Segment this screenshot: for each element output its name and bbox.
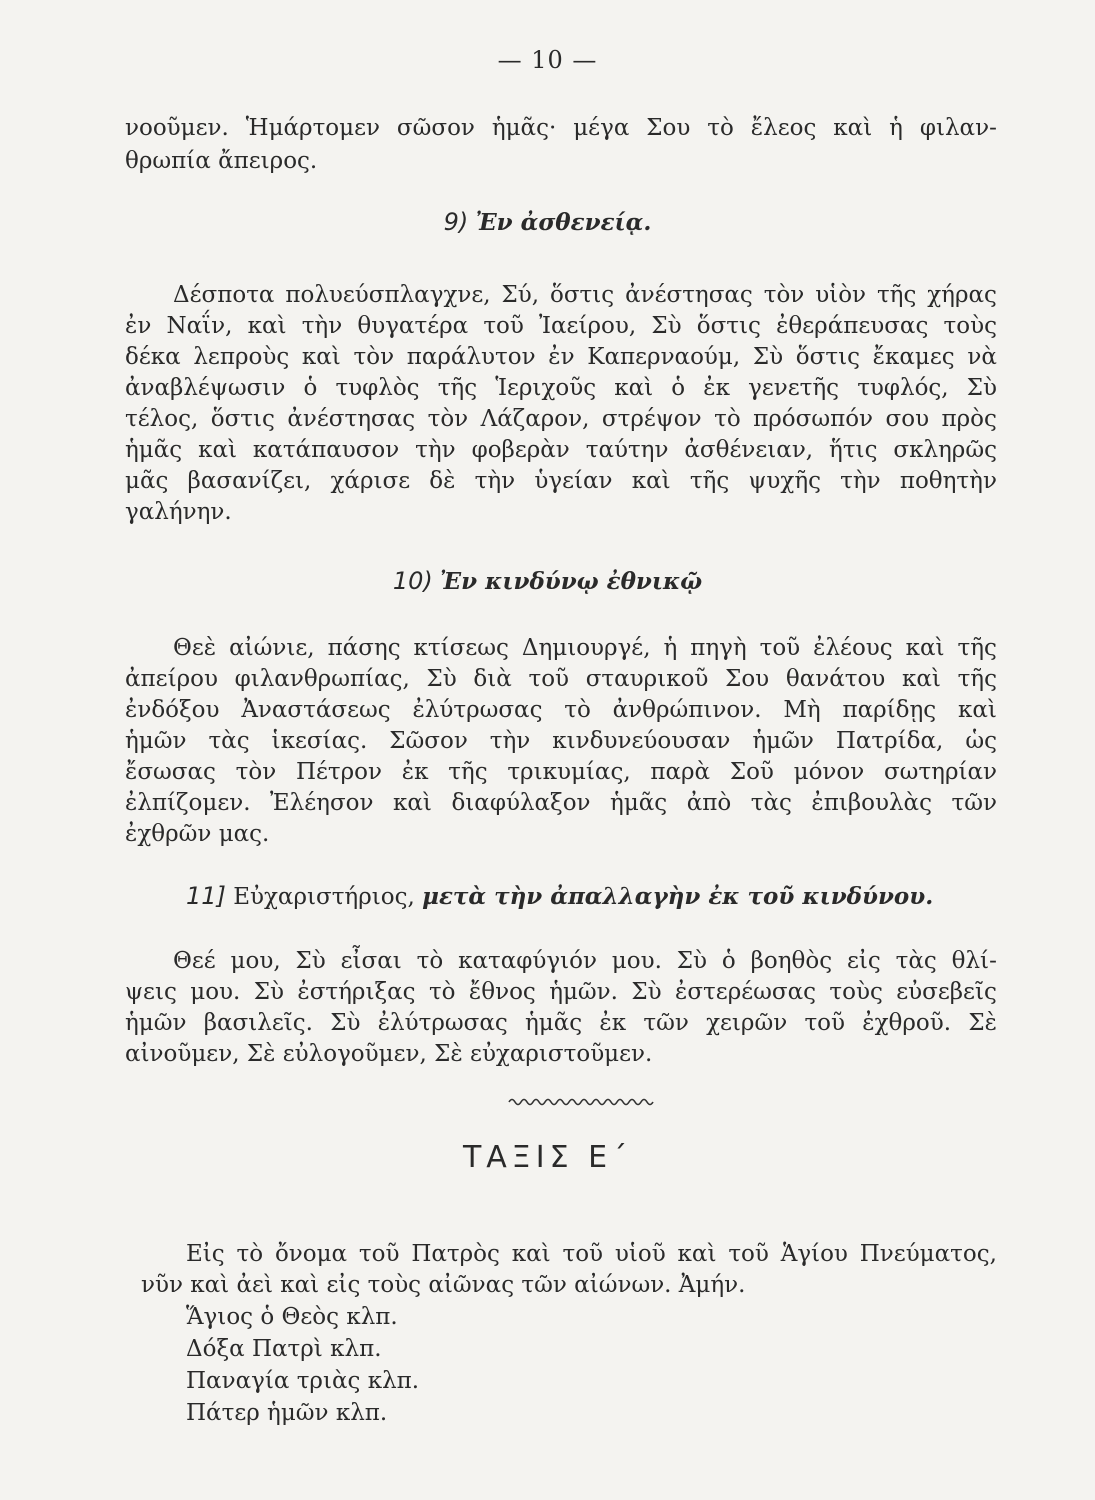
word: ταύτην [585, 437, 669, 463]
word: εἶσαι [340, 948, 402, 974]
word: καὶ [392, 790, 432, 816]
word: ὅστις [210, 406, 275, 432]
text-line [125, 408, 997, 431]
word: καταφύγιόν [458, 948, 597, 974]
word: Ἀναστάσεως [241, 697, 391, 723]
word: ἐλέους [813, 635, 893, 661]
word: σου [885, 406, 930, 432]
word: χειρῶν [706, 1010, 788, 1036]
word: Σὺ [676, 948, 707, 974]
word: σωτηρίαν [883, 759, 997, 785]
word: βασιλεῖς. [203, 1010, 313, 1036]
word: ὄνομα [274, 1241, 348, 1267]
word: τὸ [236, 1241, 264, 1267]
word: Σοῦ [729, 759, 774, 785]
word: τὸ [714, 406, 741, 432]
text-line [125, 699, 997, 722]
word: χήρας [927, 282, 997, 308]
text-line: θρωπία ἄπειρος. [125, 148, 318, 174]
word: τέλος, [125, 406, 199, 432]
word: καὶ [905, 635, 945, 661]
word: ἀπείρου [125, 666, 218, 692]
text-line [125, 1012, 997, 1035]
section-number: 10) [392, 567, 433, 595]
word: κινδυνεύουσαν [552, 728, 731, 754]
word: μου, [230, 948, 281, 974]
word: ὅστις [696, 313, 761, 339]
word: παρίδῃς [842, 697, 937, 723]
word: τῶν [951, 790, 997, 816]
word: ἡ [663, 635, 678, 661]
text-line [125, 761, 997, 784]
word: Εἰς [186, 1241, 225, 1267]
word: καὶ [833, 115, 873, 141]
word: τῆς [437, 375, 478, 401]
word: ἐκ [599, 1010, 627, 1036]
word: τοῦ [528, 666, 570, 692]
word: παρὰ [650, 759, 711, 785]
word: τὴν [415, 437, 456, 463]
word: ψυχῆς [748, 468, 821, 494]
section-number: 11] [186, 882, 226, 910]
word: ὅστις [549, 282, 615, 308]
text-line [173, 637, 997, 660]
word: δὲ [429, 468, 456, 494]
word: τὸν [427, 406, 469, 432]
text-line [125, 346, 997, 369]
text-line: γαλήνην. [125, 499, 232, 525]
word: τοῦ [804, 1010, 846, 1036]
word: ἡμῶν. [549, 979, 618, 1005]
word: τῆς [448, 759, 488, 785]
word: μᾶς [125, 468, 169, 494]
text-line [125, 981, 997, 1004]
word: ἀναβλέψωσιν [125, 375, 286, 401]
word: Ναΐν, [166, 313, 233, 339]
word: Ἁγίου [780, 1241, 848, 1267]
word: ἐκ [703, 375, 730, 401]
word: Ἐλέησον [270, 790, 374, 816]
word: τὸ [428, 979, 456, 1005]
word: σταυρικοῦ [585, 666, 709, 692]
word: ἐλπίζομεν. [125, 790, 251, 816]
text-line [125, 377, 997, 400]
word: τῆς [957, 635, 997, 661]
word: Λάζαρον, [480, 406, 590, 432]
word: βασανίζει, [187, 468, 312, 494]
word: τῆς [689, 468, 730, 494]
word: υἱὸν [815, 282, 867, 308]
word: καὶ [511, 1241, 551, 1267]
word: Θεὲ [173, 635, 217, 661]
word: ἔκαμες [872, 344, 955, 370]
word: ἡμῶν [125, 1010, 187, 1036]
word: ἐν [548, 344, 575, 370]
text-line [173, 284, 997, 307]
text-line: Παναγία τριὰς κλπ. [186, 1368, 420, 1394]
word: ἡμᾶς [610, 790, 668, 816]
text-line [125, 792, 997, 815]
word: Σου [646, 115, 691, 141]
word: τὴν [301, 313, 343, 339]
word: Πατρὸς [411, 1241, 500, 1267]
text-line [125, 439, 997, 462]
word: φιλαν- [919, 115, 997, 141]
taxis-title: ΤΑΞΙΣ Ε΄ [462, 1140, 633, 1175]
word: ὑγείαν [534, 468, 613, 494]
word: Ἰαείρου, [539, 313, 637, 339]
word: θλί- [951, 948, 997, 974]
word: φοβερὰν [471, 437, 570, 463]
word: ἐθεράπευσας [776, 313, 929, 339]
word: ἡμῶν [752, 728, 814, 754]
word: τοῦ [562, 1241, 604, 1267]
text-line [125, 730, 997, 753]
text-line [125, 117, 997, 140]
word: ὁ [671, 375, 686, 401]
word: τὴν [840, 468, 881, 494]
word: τοῦ [483, 313, 524, 339]
text-line: αἰνοῦμεν, Σὲ εὐλογοῦμεν, Σὲ εὐχαριστοῦμεν. [125, 1041, 653, 1067]
word: ἔλεος [750, 115, 817, 141]
word: ἐστήριξας [297, 979, 416, 1005]
word: ὡς [965, 728, 997, 754]
word: ἐλύτρωσας [412, 697, 543, 723]
word: ὅστις [795, 344, 860, 370]
word: θανάτου [785, 666, 886, 692]
word: ἡμᾶς· [491, 115, 557, 141]
word: Σὺ [253, 979, 284, 1005]
word: χάρισε [330, 468, 411, 494]
word: μου. [611, 948, 662, 974]
word: Δημιουργέ, [521, 635, 651, 661]
word: Πέτρον [295, 759, 383, 785]
word: Πνεύματος, [859, 1241, 997, 1267]
word: Σὺ [966, 375, 997, 401]
word: τὰς [208, 728, 250, 754]
word: ἀνθρώπινον. [612, 697, 762, 723]
word: τὰς [895, 948, 937, 974]
word: Σὺ [330, 1010, 361, 1036]
word: στρέψον [601, 406, 702, 432]
word: τὰς [750, 790, 792, 816]
word: ἐλύτρωσας [377, 1010, 508, 1036]
word: υἱοῦ [614, 1241, 666, 1267]
word: φιλανθρωπίας, [234, 666, 410, 692]
text-line [125, 668, 997, 691]
word: καὶ [247, 313, 287, 339]
word: Θεέ [173, 948, 216, 974]
word: τὸν [353, 344, 395, 370]
word: ἐπιβουλὰς [811, 790, 932, 816]
section-title: Ἐν κινδύνῳ ἐθνικῷ [440, 568, 703, 595]
word: ἡ [889, 115, 903, 141]
word: ἥτις [829, 437, 878, 463]
word: τυφλός, [857, 375, 949, 401]
word: ἐστερέωσας [675, 979, 817, 1005]
word: νοοῦμεν. [125, 115, 229, 141]
word: ἱκεσίας. [271, 728, 368, 754]
word: Σὲ [968, 1010, 997, 1036]
word: καὶ [614, 375, 654, 401]
word: εὐσεβεῖς [896, 979, 997, 1005]
section-title: Εὐχαριστήριος, [233, 884, 415, 910]
section-number: 9) [443, 208, 469, 236]
word: ἡμᾶς [125, 437, 183, 463]
word: Σὺ [295, 948, 326, 974]
text-line: Ἅγιος ὁ Θεὸς κλπ. [186, 1304, 398, 1330]
word: καὶ [198, 437, 237, 463]
section-heading-11 [186, 884, 933, 909]
word: Σὺ [752, 344, 784, 370]
word: τὸν [763, 282, 805, 308]
word: τοὺς [943, 313, 997, 339]
word: πολυεύσπλαγχνε, [285, 282, 491, 308]
word: ὁ [721, 948, 736, 974]
word: γενετῆς [748, 375, 840, 401]
page-number: — 10 — [497, 46, 598, 74]
word: θυγατέρα [357, 313, 469, 339]
word: κατάπαυσον [252, 437, 400, 463]
word: Σύ, [501, 282, 540, 308]
word: πρόσωπόν [753, 406, 874, 432]
word: λεπροὺς [193, 344, 290, 370]
word: μόνον [793, 759, 865, 785]
word: Σου [725, 666, 770, 692]
word: καὶ [901, 666, 941, 692]
word: παράλυτον [406, 344, 536, 370]
word: πηγὴ [690, 635, 747, 661]
word: τῆς [957, 666, 997, 692]
word: βοηθὸς [750, 948, 833, 974]
word: πρὸς [941, 406, 997, 432]
word: Μὴ [783, 697, 821, 723]
word: τὸν [235, 759, 277, 785]
word: ἡμῶν [125, 728, 187, 754]
section-title: Ἐν ἀσθενείᾳ. [475, 209, 652, 236]
word: κτίσεως [413, 635, 509, 661]
word: Ἱεριχοῦς [495, 375, 597, 401]
word: ἐκ [401, 759, 429, 785]
word: ἡμᾶς [524, 1010, 583, 1036]
section-subtitle: μετὰ τὴν ἀπαλλαγὴν ἐκ τοῦ κινδύνου. [422, 883, 934, 910]
word: μέγα [573, 115, 630, 141]
word: τὴν [489, 728, 531, 754]
word: Ἡμάρτομεν [245, 115, 380, 141]
word: ὁ [303, 375, 318, 401]
word: ἐνδόξου [125, 697, 220, 723]
word: ἀνέστησας [287, 406, 416, 432]
word: αἰώνιε, [229, 635, 315, 661]
text-line: Πάτερ ἡμῶν κλπ. [186, 1400, 388, 1426]
word: ποθητὴν [899, 468, 997, 494]
wavy-divider [508, 1096, 654, 1108]
text-line [186, 1243, 997, 1266]
word: ἀσθένειαν, [684, 437, 814, 463]
word: ἀπὸ [686, 790, 732, 816]
word: καὶ [631, 468, 671, 494]
word: τυφλὸς [335, 375, 420, 401]
section-heading-10 [0, 567, 1095, 595]
word: διαφύλαξον [451, 790, 591, 816]
word: τοῦ [358, 1241, 400, 1267]
word: Σῶσον [389, 728, 468, 754]
word: καὶ [957, 697, 997, 723]
word: ἐν [125, 313, 152, 339]
word: τῆς [876, 282, 917, 308]
word: εἰς [846, 948, 881, 974]
word: ἔσωσας [125, 759, 216, 785]
word: ἐχθροῦ. [862, 1010, 952, 1036]
word: τὸ [564, 697, 591, 723]
word: τοῦ [728, 1241, 769, 1267]
text-line: Δόξα Πατρὶ κλπ. [186, 1336, 382, 1362]
word: τὸ [416, 948, 444, 974]
word: τὴν [474, 468, 516, 494]
word: Πατρίδα, [835, 728, 944, 754]
word: Σὺ [631, 979, 662, 1005]
word: διὰ [473, 666, 512, 692]
word: δέκα [125, 344, 181, 370]
text-line [125, 315, 997, 338]
word: ἔθνος [468, 979, 536, 1005]
word: Δέσποτα [173, 282, 275, 308]
word: σῶσον [396, 115, 475, 141]
word: καὶ [677, 1241, 717, 1267]
text-line: ἐχθρῶν μας. [125, 821, 270, 847]
word: τοὺς [829, 979, 883, 1005]
section-heading-9 [0, 208, 1095, 236]
word: Καπερναούμ, [587, 344, 741, 370]
word: πάσης [327, 635, 401, 661]
word: τοῦ [759, 635, 801, 661]
word: Σὺ [651, 313, 682, 339]
text-line [173, 950, 997, 973]
word: τὸ [707, 115, 734, 141]
word: τῶν [643, 1010, 689, 1036]
word: νὰ [967, 344, 997, 370]
text-line: νῦν καὶ ἀεὶ καὶ εἰς τοὺς αἰῶνας τῶν αἰώνων. Ἀμήν. [141, 1272, 746, 1298]
word: μου. [190, 979, 241, 1005]
word: τρικυμίας, [507, 759, 631, 785]
text-line [125, 470, 997, 493]
word: ψεις [125, 979, 177, 1005]
word: Σὺ [426, 666, 457, 692]
word: ἀνέστησας [625, 282, 753, 308]
word: σκληρῶς [893, 437, 997, 463]
word: καὶ [301, 344, 341, 370]
